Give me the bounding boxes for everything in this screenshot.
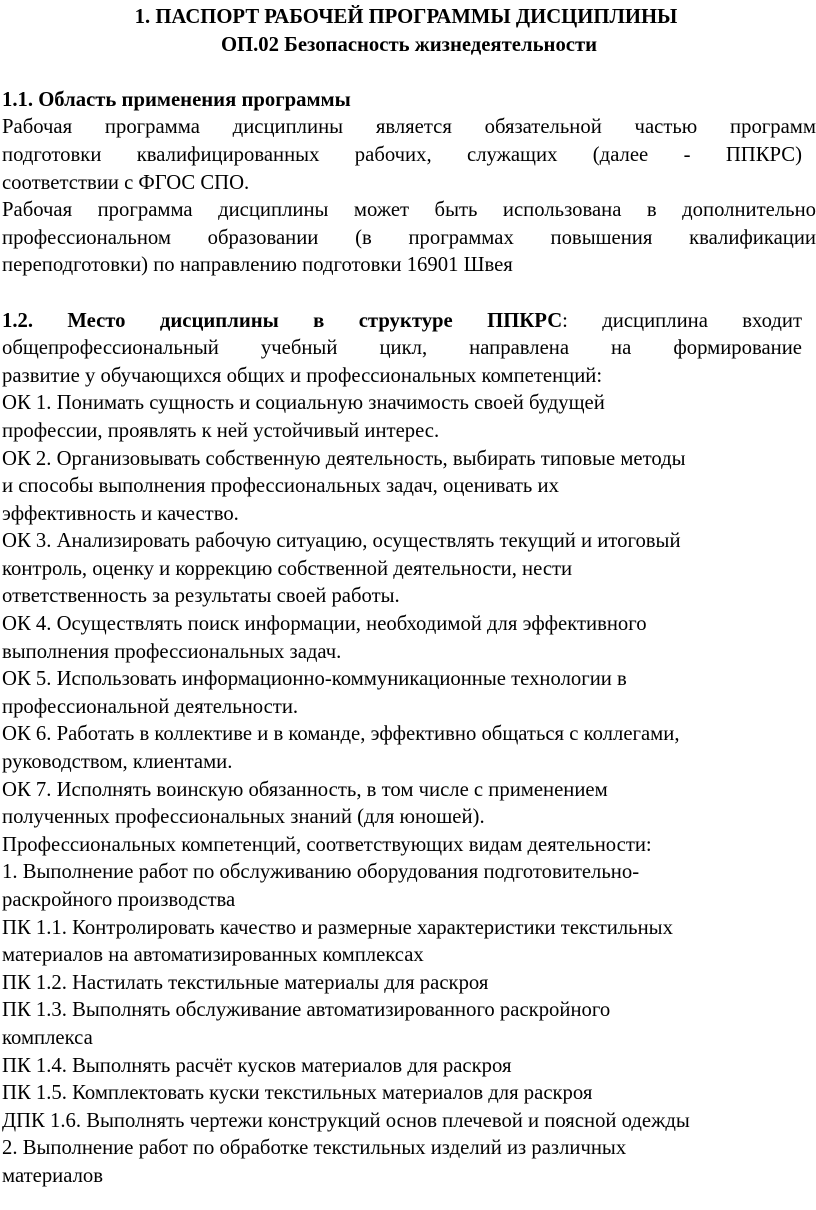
text-line: 2. Выполнение работ по обработке текстильных изделий из различных <box>2 1137 627 1160</box>
text-line: ОК 1. Понимать сущность и социальную значимость своей будущей <box>2 392 605 415</box>
text-line: ОК 5. Использовать информационно-коммуникационные технологии в <box>2 668 627 691</box>
text-line: 1. Выполнение работ по обслуживанию оборудования подготовительно- <box>2 861 640 884</box>
text-line: полученных профессиональных знаний (для юношей). <box>2 806 485 829</box>
text-line: ПК 1.4. Выполнять расчёт кусков материалов для раскроя <box>2 1054 512 1077</box>
text-line: руководством, клиентами. <box>2 751 233 774</box>
prof-competency-item <box>2 1080 816 1108</box>
general-competencies-list <box>2 390 816 832</box>
prof-competencies-heading: Профессиональных компетенций, соответствующих видам деятельности: <box>2 833 652 856</box>
general-competency-item <box>2 721 816 776</box>
text-line: раскройного производства <box>2 889 236 911</box>
text-line: эффективность и качество. <box>2 502 239 525</box>
text-line: ОК 2. Организовывать собственную деятельность, выбирать типовые методы <box>2 447 686 470</box>
text-line: переподготовки) по направлению подготовки 16901 Швея <box>2 254 513 277</box>
general-competency-item <box>2 446 816 529</box>
prof-competency-item <box>2 970 816 998</box>
text-line: профессии, проявлять к ней устойчивый интерес. <box>2 419 440 442</box>
section-1-2-heading: 1.2. Место дисциплины в структуре ППКРС <box>2 309 563 332</box>
section-1-2-heading-line <box>2 308 802 336</box>
text-line: ПК 1.2. Настилать текстильные материалы для раскроя <box>2 971 489 994</box>
spacer <box>2 59 816 87</box>
prof-competencies-list <box>2 915 816 1136</box>
text-line: ДПК 1.6. Выполнять чертежи конструкций основ плечевой и поясной одежды <box>2 1109 690 1132</box>
text-line: выполнения профессиональных задач. <box>2 640 342 663</box>
section-1-1-heading: 1.1. Область применения программы <box>2 88 351 111</box>
general-competency-item <box>2 528 816 611</box>
text-line: ОК 4. Осуществлять поиск информации, необходимой для эффективного <box>2 613 647 636</box>
section-1-2 <box>2 308 816 1191</box>
text-line: ПК 1.3. Выполнять обслуживание автоматизированного раскройного <box>2 999 611 1022</box>
document-title <box>2 4 816 59</box>
text-line: материалов <box>2 1164 104 1187</box>
section-1-1-paragraph-2 <box>2 197 816 280</box>
prof-competency-item <box>2 1108 816 1136</box>
text-line: профессиональном образовании (в программах повышения квалификации <box>2 226 816 249</box>
text-line: Рабочая программа дисциплины является обязательной частью программ <box>2 116 816 139</box>
general-competency-item <box>2 777 816 832</box>
text-line: соответствии с ФГОС СПО. <box>2 171 250 194</box>
spacer <box>2 280 816 308</box>
general-competency-item <box>2 666 816 721</box>
text-line: материалов на автоматизированных комплексах <box>2 944 424 967</box>
text-line: общепрофессиональный учебный цикл, направлена на формирование <box>2 337 802 360</box>
section-1-1-paragraph-1 <box>2 114 816 197</box>
prof-competency-item <box>2 1053 816 1081</box>
text-line: профессиональной деятельности. <box>2 695 299 718</box>
text-line: комплекса <box>2 1026 93 1049</box>
activity-2 <box>2 1135 816 1190</box>
text-line: Рабочая программа дисциплины может быть использована в дополнительно <box>2 199 816 222</box>
text-line: ОК 3. Анализировать рабочую ситуацию, осуществлять текущий и итоговый <box>2 530 681 553</box>
general-competency-item <box>2 611 816 666</box>
text-line: подготовки квалифицированных рабочих, служащих (далее - ППКРС) <box>2 143 802 166</box>
activity-1 <box>2 859 816 914</box>
prof-competency-item <box>2 997 816 1052</box>
text-line: ПК 1.1. Контролировать качество и размерные характеристики текстильных <box>2 916 673 939</box>
text-line: контроль, оценку и коррекцию собственной деятельности, нести <box>2 557 573 580</box>
section-1-1 <box>2 87 816 280</box>
general-competency-item <box>2 390 816 445</box>
text-line: ответственность за результаты своей работы. <box>2 585 400 608</box>
title-line-2: ОП.02 Безопасность жизнедеятельности <box>220 33 598 56</box>
text-line: ОК 6. Работать в коллективе и в команде, эффективно общаться с коллегами, <box>2 723 680 746</box>
text-line: развитие у обучающихся общих и профессиональных компетенций: <box>2 364 603 387</box>
title-line-1: 1. ПАСПОРТ РАБОЧЕЙ ПРОГРАММЫ ДИСЦИПЛИНЫ <box>134 6 678 28</box>
text-line: и способы выполнения профессиональных задач, оценивать их <box>2 475 559 498</box>
text-line: ОК 7. Исполнять воинскую обязанность, в том числе с применением <box>2 778 608 801</box>
prof-competency-item <box>2 915 816 970</box>
section-1-2-heading-rest: : дисциплина входит <box>562 309 802 332</box>
text-line: ПК 1.5. Комплектовать куски текстильных материалов для раскроя <box>2 1082 593 1105</box>
